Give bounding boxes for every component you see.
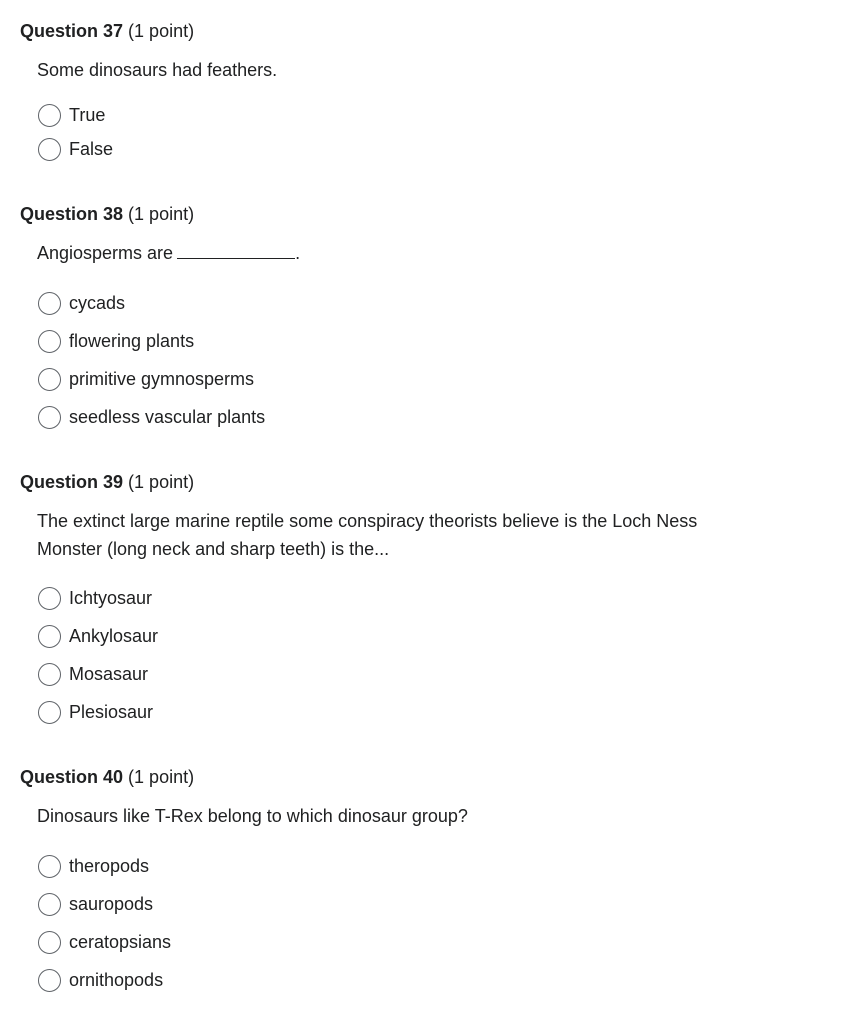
option-label: Ichtyosaur bbox=[69, 588, 153, 608]
option-label: True bbox=[69, 105, 106, 125]
answer-option-ceratopsians[interactable] bbox=[38, 923, 171, 961]
prompt-line-1: The extinct large marine reptile some conspiracy theorists believe is the Loch Ness bbox=[37, 511, 698, 531]
answer-options bbox=[38, 98, 113, 166]
radio-button[interactable] bbox=[38, 701, 61, 724]
question-title: Question 37 bbox=[20, 21, 124, 41]
answer-option-false[interactable] bbox=[38, 132, 113, 166]
radio-button[interactable] bbox=[38, 138, 61, 161]
prompt-suffix: . bbox=[295, 243, 301, 263]
option-label: Mosasaur bbox=[69, 664, 149, 684]
option-label: flowering plants bbox=[69, 331, 195, 351]
radio-button[interactable] bbox=[38, 931, 61, 954]
question-title: Question 39 bbox=[20, 472, 124, 492]
answer-option-ankylosaur[interactable] bbox=[38, 617, 158, 655]
option-label: cycads bbox=[69, 293, 126, 313]
question-39 bbox=[20, 471, 820, 722]
question-40 bbox=[20, 766, 820, 990]
option-label: False bbox=[69, 139, 114, 159]
answer-option-primitive-gymnosperms[interactable] bbox=[38, 360, 265, 398]
prompt-line-2: Monster (long neck and sharp teeth) is the... bbox=[37, 539, 390, 559]
option-label: sauropods bbox=[69, 894, 154, 914]
answer-options bbox=[38, 284, 265, 436]
radio-button[interactable] bbox=[38, 855, 61, 878]
question-prompt bbox=[37, 239, 757, 267]
radio-button[interactable] bbox=[38, 663, 61, 686]
option-label: theropods bbox=[69, 856, 150, 876]
answer-option-sauropods[interactable] bbox=[38, 885, 171, 923]
radio-button[interactable] bbox=[38, 368, 61, 391]
answer-option-ornithopods[interactable] bbox=[38, 961, 171, 999]
question-title: Question 38 bbox=[20, 204, 124, 224]
question-prompt: Some dinosaurs had feathers. bbox=[37, 60, 278, 80]
question-header bbox=[20, 20, 820, 42]
radio-button[interactable] bbox=[38, 625, 61, 648]
question-prompt bbox=[37, 507, 757, 563]
option-label: Plesiosaur bbox=[69, 702, 154, 722]
prompt-text: Angiosperms are bbox=[37, 243, 174, 263]
question-points: (1 point) bbox=[128, 472, 195, 492]
radio-button[interactable] bbox=[38, 330, 61, 353]
radio-button[interactable] bbox=[38, 292, 61, 315]
answer-option-ichtyosaur[interactable] bbox=[38, 579, 158, 617]
radio-button[interactable] bbox=[38, 406, 61, 429]
answer-options bbox=[38, 579, 158, 731]
answer-option-plesiosaur[interactable] bbox=[38, 693, 158, 731]
question-header bbox=[20, 471, 820, 493]
radio-button[interactable] bbox=[38, 969, 61, 992]
question-38 bbox=[20, 203, 820, 427]
answer-option-mosasaur[interactable] bbox=[38, 655, 158, 693]
option-label: ornithopods bbox=[69, 970, 164, 990]
option-label: Ankylosaur bbox=[69, 626, 159, 646]
question-prompt: Dinosaurs like T-Rex belong to which dinosaur group? bbox=[37, 806, 468, 826]
answer-options bbox=[38, 847, 171, 999]
question-37 bbox=[20, 20, 820, 159]
answer-option-cycads[interactable] bbox=[38, 284, 265, 322]
answer-option-flowering-plants[interactable] bbox=[38, 322, 265, 360]
answer-option-true[interactable] bbox=[38, 98, 113, 132]
question-points: (1 point) bbox=[128, 767, 195, 787]
fill-in-blank-line bbox=[177, 244, 295, 259]
radio-button[interactable] bbox=[38, 104, 61, 127]
option-label: seedless vascular plants bbox=[69, 407, 266, 427]
question-header bbox=[20, 766, 820, 788]
question-points: (1 point) bbox=[128, 21, 195, 41]
option-label: primitive gymnosperms bbox=[69, 369, 255, 389]
answer-option-theropods[interactable] bbox=[38, 847, 171, 885]
question-title: Question 40 bbox=[20, 767, 124, 787]
question-points: (1 point) bbox=[128, 204, 195, 224]
option-label: ceratopsians bbox=[69, 932, 172, 952]
radio-button[interactable] bbox=[38, 893, 61, 916]
question-header bbox=[20, 203, 820, 225]
radio-button[interactable] bbox=[38, 587, 61, 610]
answer-option-seedless-vascular-plants[interactable] bbox=[38, 398, 265, 436]
